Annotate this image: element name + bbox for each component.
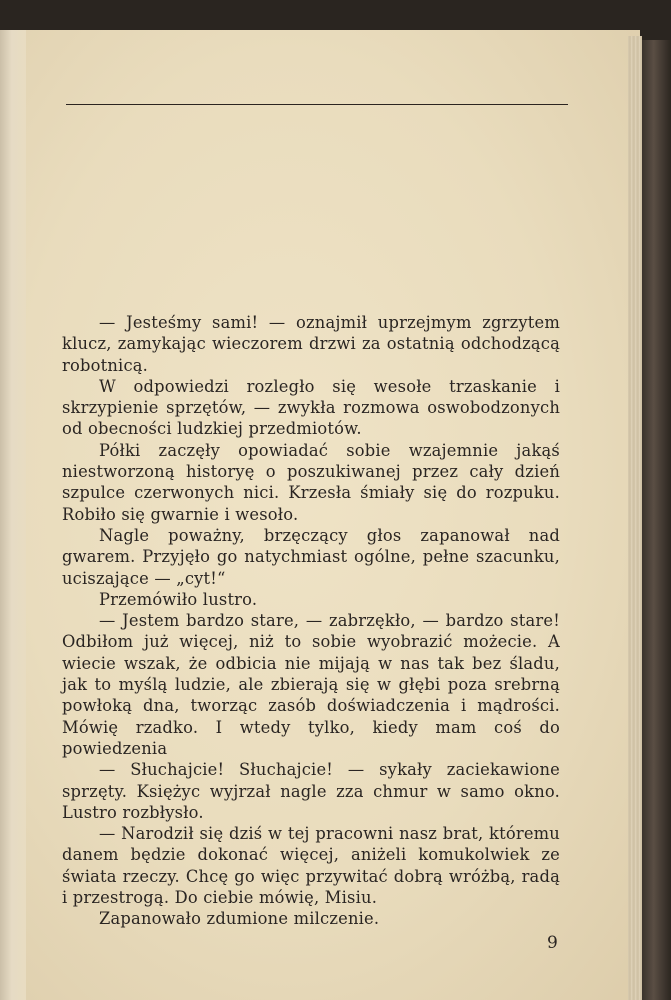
paragraph: — Słuchajcie! Słuchajcie! — sykały zaciekawione sprzęty. Księżyc wyjrzał nagle zza chmur w samo okno. Lustro rozbłysło. [62,760,560,822]
paragraph: Przemówiło lustro. [99,589,258,609]
paragraph: Zapanowało zdumione milczenie. [99,909,380,929]
paragraph: — Jesteśmy sami! — oznajmił uprzejmym zgrzytem klucz, zamykając wieczorem drzwi za ostatnią odchodzącą robotnicą. [62,313,560,375]
paragraph: W odpowiedzi rozległo się wesołe trzaskanie i skrzypienie sprzętów, — zwykła rozmowa oswobodzonych od obecności ludzkiej przedmiotów. [62,376,560,439]
body-text [62,312,560,930]
paragraph: Nagle poważny, brzęczący głos zapanował nad gwarem. Przyjęło go natychmiast ogólne, pełne szacunku, uciszające — „cyt!“ [62,525,560,588]
page-number: 9 [547,933,558,953]
book-cover-edge [642,40,671,1000]
paragraph: Półki zaczęły opowiadać sobie wzajemnie jakąś niestworzoną historyę o poszukiwanej przez cały dzień szpulce czerwonych nici. Krzesła śmiały się do rozpuku. Robiło się gwarnie i wesoło. [62,440,560,524]
paragraph: — Narodził się dziś w tej pracowni nasz brat, któremu danem będzie dokonać więcej, aniżeli komukolwiek ze świata rzeczy. Chcę go więc przywitać dobrą wróżbą, radą i przestrogą. Do ciebie mówię, Misiu. [62,824,560,908]
header-rule [66,104,568,105]
page-gutter [0,30,26,1000]
page-edges [628,36,642,1000]
paragraph: — Jestem bardzo stare, — zabrzękło, — bardzo stare! Odbiłom już więcej, niż to sobie wyobrazić możecie. A wiecie wszak, że odbicia nie mijają w nas tak bez śladu, jak to myślą ludzie, ale zbierają się w głębi poza srebrną powłoką dna, tworząc zasób doświadczenia i mądrości. Mówię rzadko. I wtedy tylko, kiedy mam coś do powiedzenia [62,611,560,758]
